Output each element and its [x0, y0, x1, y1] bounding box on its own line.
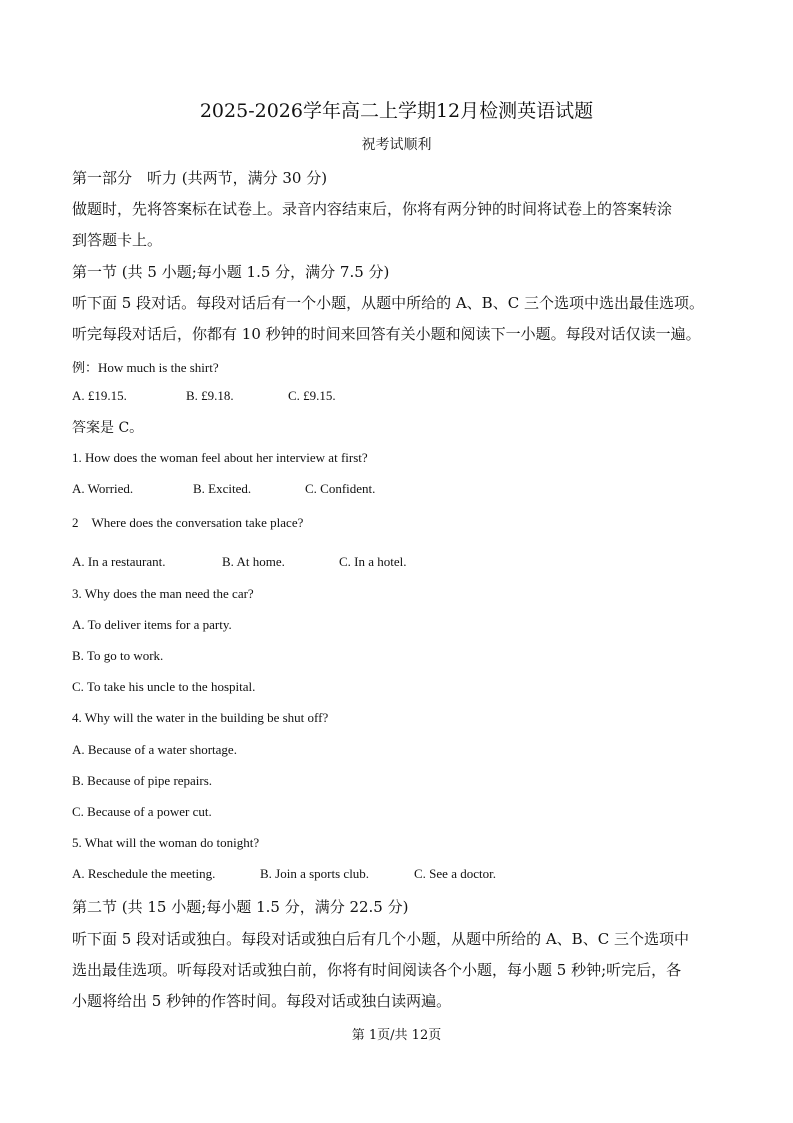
section1-instruction-line-2: 听完每段对话后，你都有 10 秒钟的时间来回答有关小题和阅读下一小题。每段对话仅读一遍。 — [72, 325, 701, 343]
question-5-option-a: A. Reschedule the meeting. — [72, 866, 216, 881]
page-subtitle: 祝考试顺利 — [361, 137, 432, 153]
example-answer: 答案是 C。 — [72, 420, 144, 436]
section2-instruction-line-2: 选出最佳选项。听每段对话或独白前，你将有时间阅读各个小题，每小题 5 秒钟;听完后，各 — [72, 961, 682, 979]
question-1-option-b: B. Excited. — [193, 481, 252, 496]
question-3-option-a: A. To deliver items for a party. — [72, 617, 232, 632]
question-1-option-c: C. Confident. — [305, 481, 376, 496]
question-2-option-a: A. In a restaurant. — [72, 554, 166, 569]
question-2-option-c: C. In a hotel. — [339, 554, 407, 569]
example-option-c: C. £9.15. — [288, 388, 336, 403]
example-question: 例：How much is the shirt? — [72, 360, 219, 375]
question-4-option-c: C. Because of a power cut. — [72, 804, 212, 819]
section2-instruction-line-1: 听下面 5 段对话或独白。每段对话或独白后有几个小题，从题中所给的 A、B、C 三个选项中 — [72, 930, 689, 948]
question-2: 2 Where does the conversation take place? — [72, 515, 304, 530]
page-title: 2025-2026学年高二上学期12月检测英语试题 — [199, 100, 594, 122]
instruction-line-1: 做题时，先将答案标在试卷上。录音内容结束后，你将有两分钟的时间将试卷上的答案转涂 — [72, 200, 673, 218]
question-1-option-a: A. Worried. — [72, 481, 134, 496]
page-footer: 第 1页/共 12页 — [351, 1028, 442, 1043]
question-4-option-a: A. Because of a water shortage. — [72, 742, 237, 757]
question-2-option-b: B. At home. — [222, 554, 285, 569]
question-1: 1. How does the woman feel about her interview at first? — [72, 450, 368, 465]
instruction-line-2: 到答题卡上。 — [72, 231, 163, 249]
question-4-option-b: B. Because of pipe repairs. — [72, 773, 213, 788]
question-3-option-c: C. To take his uncle to the hospital. — [72, 679, 256, 694]
question-4: 4. Why will the water in the building be shut off? — [72, 710, 329, 725]
question-5-option-c: C. See a doctor. — [414, 866, 496, 881]
section2-header: 第二节 (共 15 小题;每小题 1.5 分，满分 22.5 分) — [72, 898, 409, 916]
question-3-option-b: B. To go to work. — [72, 648, 164, 663]
section2-instruction-line-3: 小题将给出 5 秒钟的作答时间。每段对话或独白读两遍。 — [72, 992, 452, 1010]
example-option-a: A. £19.15. — [72, 388, 127, 403]
question-5: 5. What will the woman do tonight? — [72, 835, 260, 850]
example-option-b: B. £9.18. — [186, 388, 234, 403]
question-5-option-b: B. Join a sports club. — [260, 866, 370, 881]
section1-instruction-line-1: 听下面 5 段对话。每段对话后有一个小题，从题中所给的 A、B、C 三个选项中选出最佳选项。 — [72, 294, 704, 312]
question-3: 3. Why does the man need the car? — [72, 586, 254, 601]
part1-header: 第一部分 听力 (共两节，满分 30 分) — [72, 169, 328, 187]
section1-header: 第一节 (共 5 小题;每小题 1.5 分，满分 7.5 分) — [72, 263, 390, 281]
